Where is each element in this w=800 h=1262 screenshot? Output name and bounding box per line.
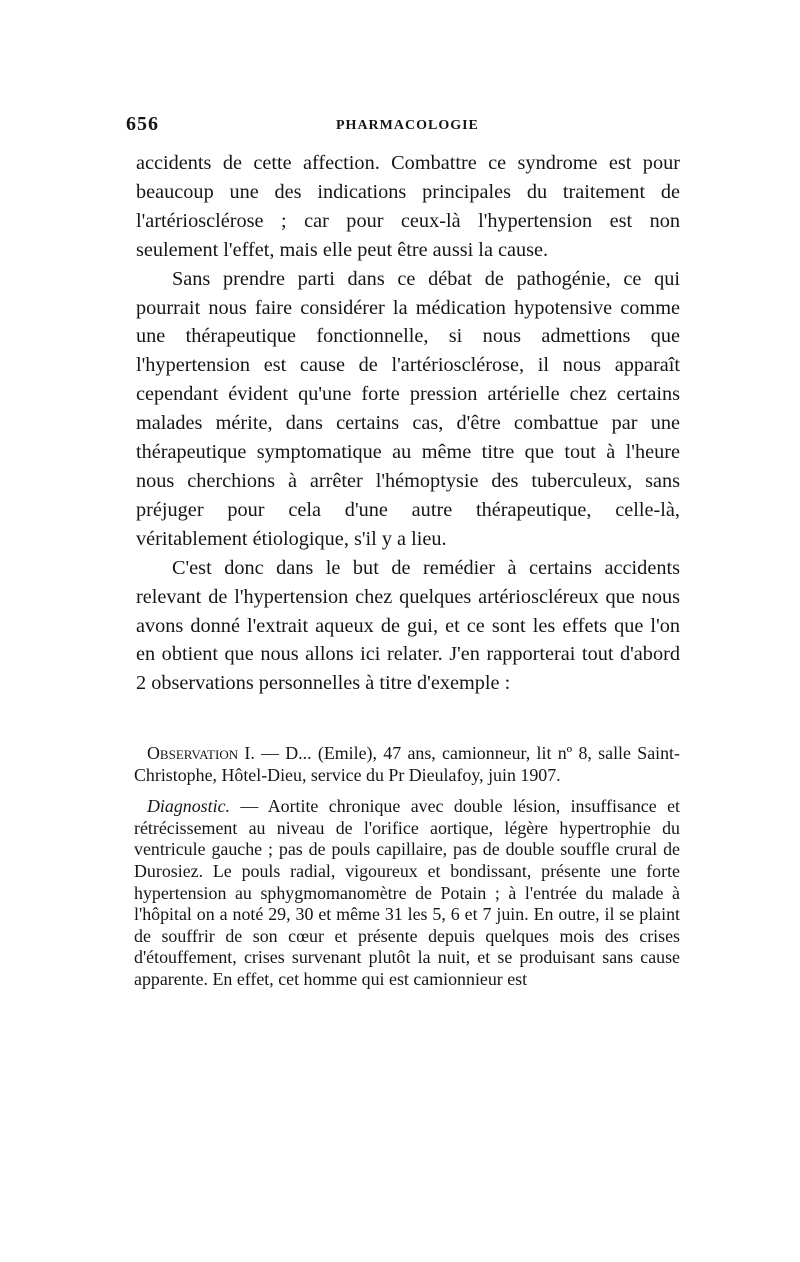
page-header [122,113,680,143]
running-title: PHARMACOLOGIE [336,118,479,133]
case-report [134,743,680,991]
diagnostic-text: — Aortite chronique avec double lésion, insuffisance et rétrécissement au niveau de l'orifice aortique, légère hypertrophie du ventricule gauche ; pas de pouls capillaire, pas de double souffle crural de Durosiez. Le pouls radial, vigoureux et bondissant, présente une forte hypertension au sphygmomanomètre de Potain ; à l'entrée du malade à l'hôpital on a noté 29, 30 et même 31 les 5, 6 et 7 juin. En outre, il se plaint de souffrir de son cœur et présente depuis quelques mois des crises d'étouffement, crises survenant plutôt la nuit, et se produisant sans cause apparente. En effet, cet homme qui est camionnieur est [134,796,680,989]
paragraph-2: Sans prendre parti dans ce débat de pathogénie, ce qui pourrait nous faire considérer la médication hypotensive comme une thérapeutique fonctionnelle, si nous admettions que l'hypertension est cause de l'artériosclérose, il nous apparaît cependant évident qu'une forte pression artérielle chez certains malades mérite, dans certains cas, d'être combattue par une thérapeutique symptomatique au même titre que tout à l'heure nous cherchions à arrêter l'hémoptysie des tuberculeux, sans préjuger pour cela d'une autre thérapeutique, celle-là, véritablement étiologique, s'il y a lieu. [136,267,680,550]
observation-paragraph [134,743,680,786]
observation-text: — D... (Emile), 47 ans, camionneur, lit nº 8, salle Saint-Christophe, Hôtel-Dieu, service du Pr Dieulafoy, juin 1907. [134,743,680,785]
diagnostic-paragraph [134,796,680,990]
diagnostic-label: Diagnostic. [147,796,230,817]
paragraph-1: accidents de cette affection. Combattre ce syndrome est pour beaucoup une des indications principales du traitement de l'artériosclérose ; car pour ceux-là l'hypertension est non seulement l'effet, mais elle peut être aussi la cause. [136,152,680,261]
main-text [136,149,680,698]
paragraph-3: C'est donc dans le but de remédier à certains accidents relevant de l'hypertension chez quelques artérioscléreux que nous avons donné l'extrait aqueux de gui, et ce sont les effets que l'on en obtient que nous allons ici relater. J'en rapporterai tout d'abord 2 observations personnelles à titre d'exemple : [136,556,680,695]
observation-label: Observation I. [147,743,255,763]
page-number: 656 [126,113,159,135]
